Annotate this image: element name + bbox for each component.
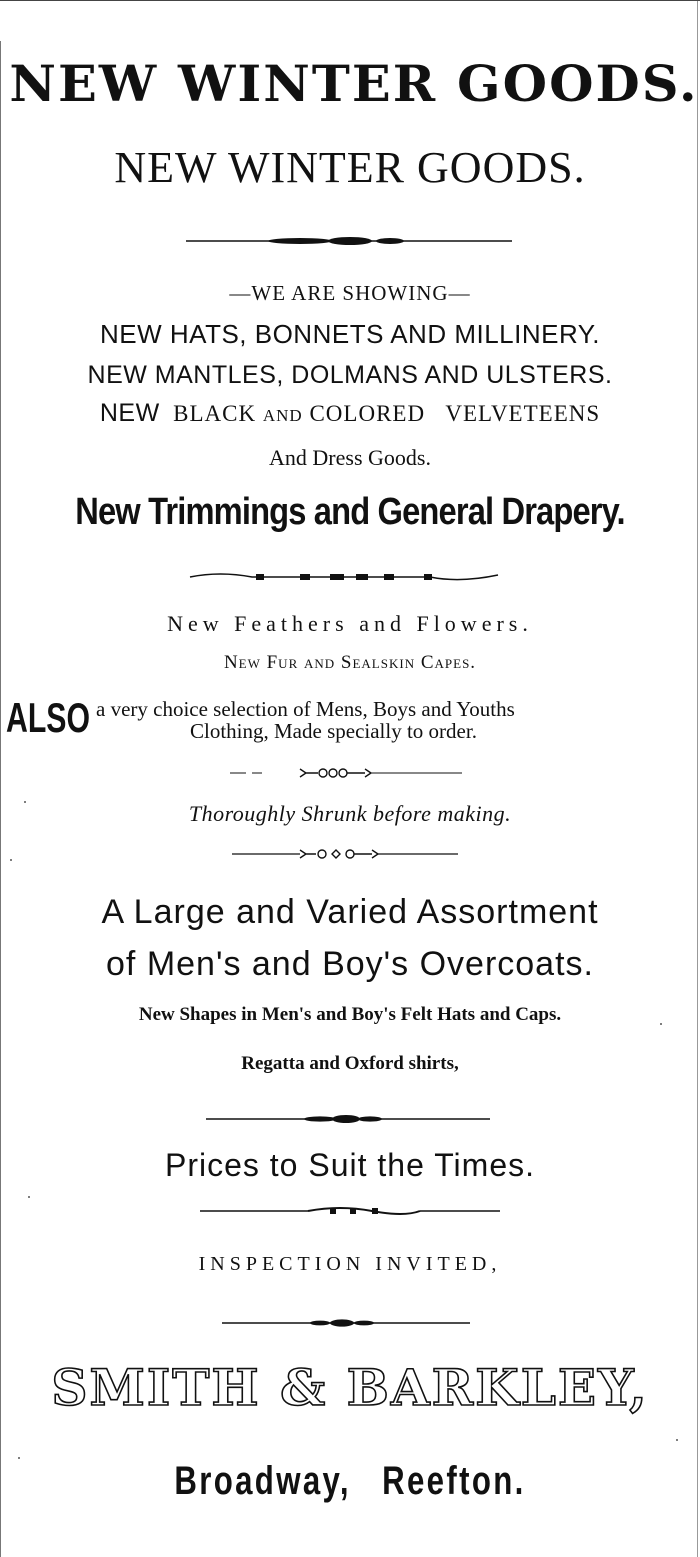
also-line-1: a very choice selection of Mens, Boys and Youths (96, 697, 515, 721)
felt-hats-line: New Shapes in Men's and Boy's Felt Hats and Caps. (138, 1004, 562, 1025)
overcoats-line: of Men's and Boy's Overcoats. (106, 945, 594, 983)
ornament-divider-2 (0, 567, 700, 587)
also-word: ALSO (6, 694, 91, 741)
velvet-velveteens-word: VELVETEENS (445, 401, 601, 426)
print-speck (28, 1196, 30, 1198)
address-line (77, 1461, 623, 1501)
shrunk-line: Thoroughly Shrunk before making. (188, 801, 512, 826)
velvet-new-word: NEW (99, 399, 160, 427)
velvet-colored-word: COLORED (309, 401, 426, 426)
inspection-line: INSPECTION INVITED, (198, 1253, 502, 1275)
fur-line: New Fur and Sealskin Capes. (223, 652, 477, 673)
ornament-divider-5 (0, 1109, 700, 1129)
ornament-divider-4 (0, 844, 700, 864)
velvet-black-word: BLACK (173, 401, 257, 426)
print-speck (18, 1457, 20, 1459)
we-are-showing-heading: —WE ARE SHOWING— (229, 281, 471, 305)
ornament-divider-3 (0, 763, 700, 783)
ornament-divider-1 (0, 231, 700, 251)
title-black-letter: NEW WINTER GOODS. (9, 54, 699, 113)
also-line-2: Clothing, Made specially to order. (190, 719, 477, 743)
print-speck (660, 1023, 662, 1025)
also-clothing-block (0, 694, 700, 757)
velvet-and-word: AND (262, 406, 303, 425)
hats-line: NEW HATS, BONNETS AND MILLINERY. (100, 319, 600, 349)
title-ornamental: NEW WINTER GOODS. (114, 143, 586, 192)
feathers-line: New Feathers and Flowers. (167, 611, 533, 636)
ornament-divider-7 (0, 1313, 700, 1333)
print-speck (676, 1439, 678, 1441)
velveteens-line (0, 401, 700, 426)
dress-goods-line: And Dress Goods. (269, 445, 431, 470)
ornament-divider-6 (0, 1201, 700, 1221)
address-street: Broadway, (174, 1459, 351, 1503)
firm-name: SMITH & BARKLEY, (51, 1358, 649, 1417)
shirts-line: Regatta and Oxford shirts, (241, 1053, 459, 1074)
trimmings-line: New Trimmings and General Drapery. (75, 491, 625, 533)
address-town: Reefton. (382, 1459, 526, 1503)
print-speck (10, 859, 12, 861)
mantles-line: NEW MANTLES, DOLMANS AND ULSTERS. (87, 361, 613, 389)
prices-line: Prices to Suit the Times. (164, 1147, 535, 1183)
print-speck (24, 801, 26, 803)
large-assortment-line: A Large and Varied Assortment (101, 893, 599, 931)
